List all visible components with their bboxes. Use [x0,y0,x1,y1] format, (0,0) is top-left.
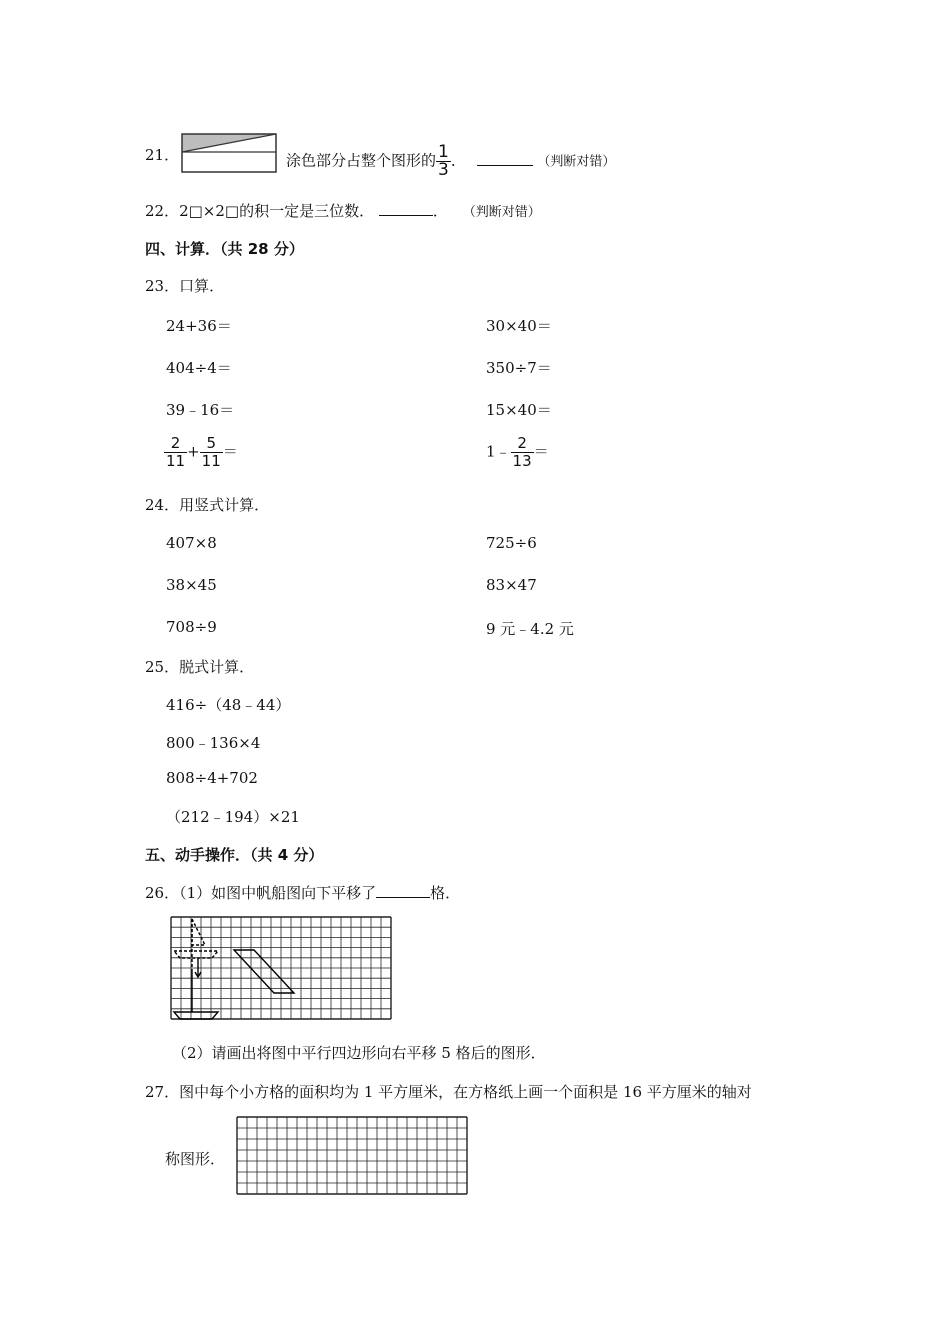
q22-period: ． [432,202,448,220]
q24-title: 用竖式计算． [179,496,270,514]
denominator: 11 [201,452,221,470]
q21-number: 21． [145,146,180,164]
sailboat-parallelogram-grid [170,916,396,1022]
q21-judge-label: （判断对错） [537,154,616,170]
q23-item: 30×40＝ [486,317,552,335]
q21-fraction [436,144,451,179]
q25-number: 25． [145,658,180,676]
square-grid-paper[interactable] [236,1116,468,1196]
q24-item: 708÷9 [166,618,217,636]
q27-text: 图中每个小方格的面积均为 1 平方厘米，在方格纸上画一个面积是 16 平方厘米的轴对 [179,1083,752,1101]
q23-number: 23． [145,277,180,295]
q26-answer-blank[interactable] [376,897,430,898]
q24-item: 407×8 [166,534,217,552]
q22-number: 22． [145,202,180,220]
q24-item: 38×45 [166,576,217,594]
q25-item: 800﹣136×4 [166,734,261,752]
q23-header [145,275,224,296]
q26-number: 26． [145,884,180,902]
section-5-title: 五、动手操作．（共 4 分） [145,846,324,864]
q21-frac-numerator: 1 [438,142,449,162]
q24-number: 24． [145,496,180,514]
q22-judge-label: （判断对错） [462,205,541,220]
q27-number: 27． [145,1083,180,1101]
shaded-rectangle-figure [180,132,278,174]
q26-part1 [145,882,460,903]
q23-item: 24+36＝ [166,317,232,335]
q21-text: 涂色部分占整个图形的 [286,151,437,170]
q25-header [145,656,254,677]
q24-item: 725÷6 [486,534,537,552]
q21-frac-denominator: 3 [438,160,449,180]
q25-item: 416÷（48﹣44） [166,696,291,714]
q25-title: 脱式计算． [179,658,255,676]
numerator: 2 [511,435,534,453]
section-4-title: 四、计算．（共 28 分） [145,240,304,258]
q22-answer-blank[interactable] [379,215,433,216]
fraction [200,435,223,470]
plus-sign: + [187,442,200,461]
q23-item: 15×40＝ [486,401,552,419]
q25-item: （212﹣194）×21 [166,808,300,826]
equals-sign: ＝ [533,442,549,461]
q23-fraction-sum [164,435,238,470]
q21-period: ． [450,151,466,170]
equals-sign: ＝ [222,442,238,461]
q21-question [286,144,615,179]
q24-header [145,494,269,515]
q27-text-continued: 称图形． [165,1150,226,1168]
fraction [511,435,534,470]
q26-part1-suffix: 格． [430,884,461,902]
denominator: 11 [166,452,186,470]
q21-answer-blank[interactable] [477,165,533,166]
denominator: 13 [512,452,532,470]
q27-question [145,1081,752,1102]
minuend: 1﹣ [486,442,511,461]
q22-text: 2□×2□的积一定是三位数． [179,202,375,220]
q23-item: 39﹣16＝ [166,401,235,419]
q24-item: 9 元﹣4.2 元 [486,620,574,638]
q22-question [145,200,541,221]
fraction [164,435,187,470]
q23-fraction-difference [486,435,549,470]
numerator: 5 [200,435,223,453]
q26-part1-text: （1）如图中帆船图向下平移了 [179,884,377,902]
q23-item: 350÷7＝ [486,359,552,377]
q26-part2: （2）请画出将图中平行四边形向右平移 5 格后的图形． [172,1044,546,1062]
q25-item: 808÷4+702 [166,769,258,787]
q23-item: 404÷4＝ [166,359,232,377]
numerator: 2 [164,435,187,453]
q23-title: 口算． [179,277,225,295]
q24-item: 83×47 [486,576,537,594]
